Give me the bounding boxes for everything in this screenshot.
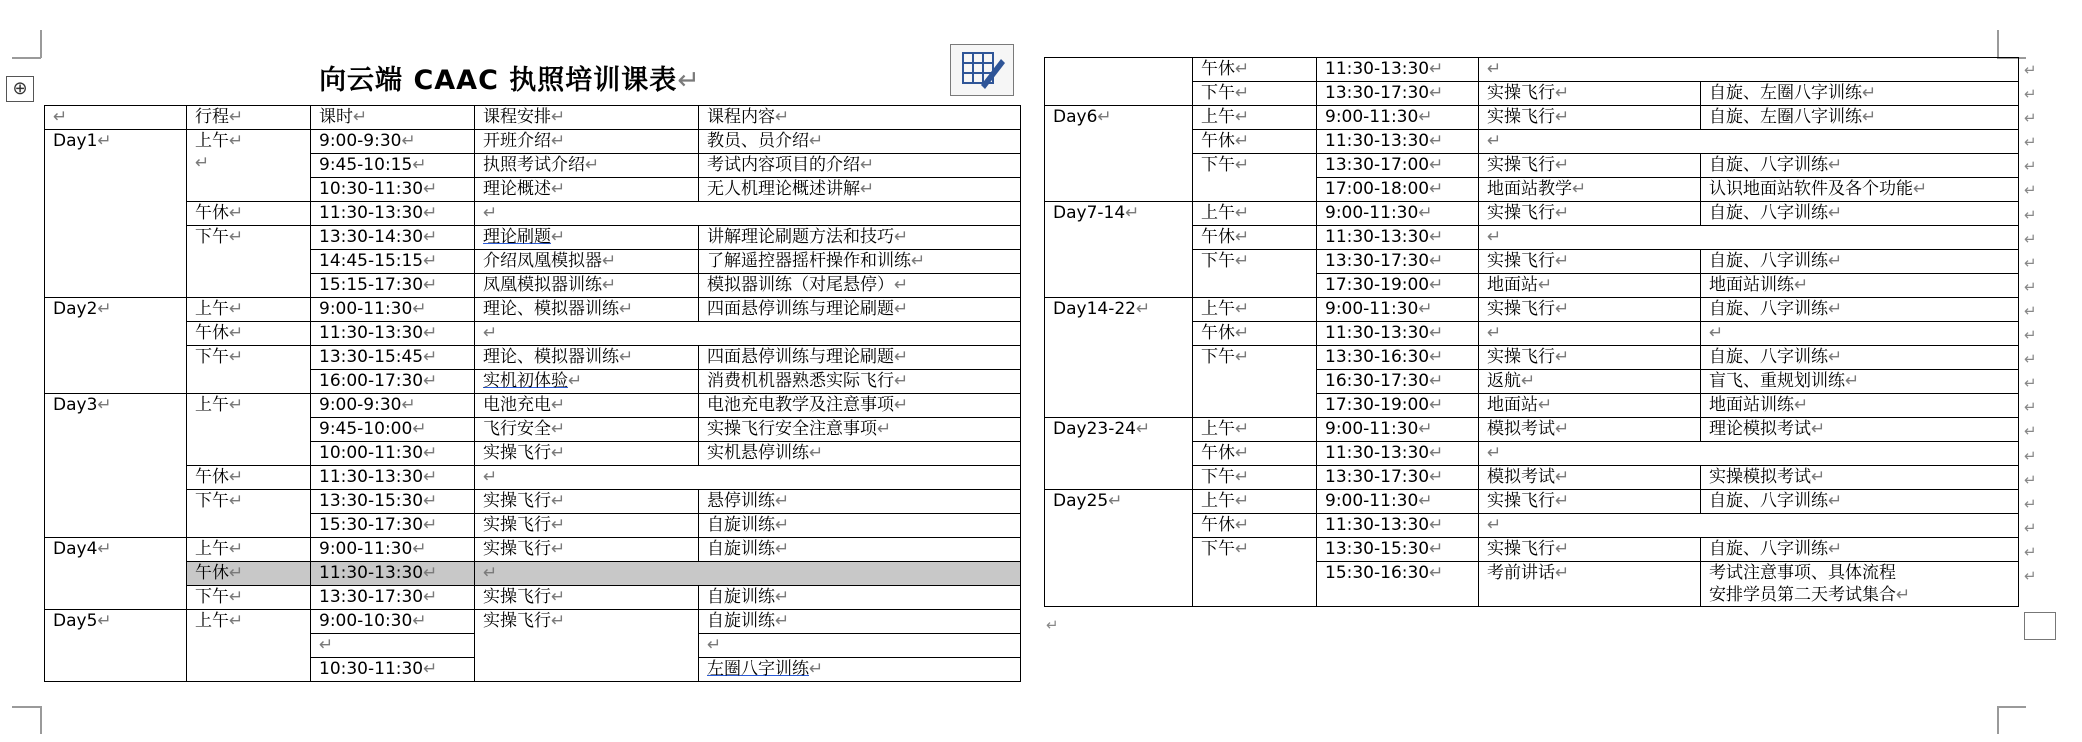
period-cell: 午休↵ [187,202,311,226]
day-cell: Day4↵ [45,538,187,610]
period-cell: 午休↵ [1193,226,1317,250]
table-move-handle-icon[interactable]: ⊕ [6,76,34,102]
course-cell: 理论、模拟器训练↵ [475,298,699,322]
time-cell: 11:30-13:30↵ [311,466,475,490]
content-cell: 自旋、八字训练↵ [1701,490,2019,514]
day-cell: Day14-22↵ [1045,298,1193,418]
period-cell: 上午↵ [1193,418,1317,442]
table-row [1045,298,2019,322]
content-cell: 盲飞、重规划训练↵ [1701,370,2019,394]
time-cell: 9:45-10:15↵ [311,154,475,178]
content-cell: 地面站训练↵ [1701,394,2019,418]
period-cell: 午休↵ [187,322,311,346]
time-cell: 10:30-11:30↵ [311,658,475,682]
period-cell: 下午↵ [187,490,311,538]
day-cell: Day1↵ [45,130,187,298]
period-cell: 下午↵ [1193,538,1317,607]
time-cell: 13:30-14:30↵ [311,226,475,250]
content-cell: 自旋训练↵ [699,586,1021,610]
time-cell: 11:30-13:30↵ [1317,58,1479,82]
period-cell: 下午↵ [1193,346,1317,418]
period-cell: 上午↵ [187,298,311,322]
table-row [1045,418,2019,442]
table-row [45,130,1021,154]
content-cell: 悬停训练↵ [699,490,1021,514]
time-cell: 17:00-18:00↵ [1317,178,1479,202]
time-cell: 9:00-11:30↵ [1317,202,1479,226]
content-cell: 自旋、八字训练↵ [1701,346,2019,370]
content-cell: 自旋、左圈八字训练↵ [1701,106,2019,130]
time-cell: 13:30-17:30↵ [1317,82,1479,106]
time-cell: 9:00-10:30↵ [311,610,475,634]
table-row [45,586,1021,610]
course-cell: ↵ [1479,130,2019,154]
period-cell: 上午↵ [187,610,311,682]
course-cell: 实操飞行↵ [1479,346,1701,370]
time-cell: 9:00-11:30↵ [1317,418,1479,442]
page-title [260,58,760,97]
content-cell: 无人机理论概述讲解↵ [699,178,1021,202]
table-row [45,394,1021,418]
content-cell: 自旋、八字训练↵ [1701,154,2019,178]
course-cell: 实操飞行↵ [1479,298,1701,322]
time-cell: 9:00-9:30↵ [311,130,475,154]
course-cell: 理论概述↵ [475,178,699,202]
time-cell: 14:45-15:15↵ [311,250,475,274]
course-cell: 模拟考试↵ [1479,466,1701,490]
time-cell: 9:00-11:30↵ [1317,298,1479,322]
course-cell: ↵ [1479,514,2019,538]
period-cell: 午休↵ [187,562,311,586]
header-cell: 课时↵ [311,106,475,130]
day-cell: Day3↵ [45,394,187,538]
time-cell: 13:30-15:30↵ [1317,538,1479,562]
header-cell: 课程内容↵ [699,106,1021,130]
course-cell: 理论刷题↵ [475,226,699,250]
schedule-table-left [44,105,1021,682]
content-cell: 消费机机器熟悉实际飞行↵ [699,370,1021,394]
course-cell: 地面站↵ [1479,274,1701,298]
table-row [45,202,1021,226]
content-cell: 考试内容项目的介绍↵ [699,154,1021,178]
time-cell: 11:30-13:30↵ [311,562,475,586]
table-row [45,226,1021,250]
time-cell: 11:30-13:30↵ [1317,322,1479,346]
paragraph-mark-after-table: ↵ [1046,616,1059,634]
course-cell: ↵ [1479,322,1701,346]
table-row [45,322,1021,346]
course-cell: ↵ [1479,226,2019,250]
end-row-marks: ↵ ↵ ↵ ↵ ↵ ↵ ↵ ↵ ↵ ↵ ↵ ↵ ↵ ↵ ↵ ↵ ↵ ↵ ↵ ↵ ↵ ↵ [2024,61,2037,585]
time-cell: 13:30-15:30↵ [311,490,475,514]
period-cell: 下午↵ [187,226,311,298]
day-cell: Day6↵ [1045,106,1193,202]
period-cell: 下午↵ [1193,250,1317,298]
course-cell: 实操飞行↵ [1479,538,1701,562]
time-cell: 11:30-13:30↵ [1317,130,1479,154]
day-cell: Day7-14↵ [1045,202,1193,298]
course-cell: 实操飞行↵ [475,586,699,610]
period-cell: 午休↵ [1193,130,1317,154]
table-row [1045,490,2019,514]
course-cell: 飞行安全↵ [475,418,699,442]
time-cell: 11:30-13:30↵ [1317,442,1479,466]
course-cell: 电池充电↵ [475,394,699,418]
time-cell: 13:30-15:45↵ [311,346,475,370]
time-cell: 11:30-13:30↵ [1317,226,1479,250]
course-cell: ↵ [1479,58,2019,82]
crop-mark [12,57,41,59]
quick-layout-icon[interactable] [950,44,1014,96]
course-cell: 开班介绍↵ [475,130,699,154]
time-cell: 13:30-17:00↵ [1317,154,1479,178]
content-cell: 认识地面站软件及各个功能↵ [1701,178,2019,202]
course-cell: ↵ [475,562,1021,586]
time-cell: 10:00-11:30↵ [311,442,475,466]
time-cell: 11:30-13:30↵ [311,322,475,346]
table-row [1045,106,2019,130]
content-cell: 四面悬停训练与理论刷题↵ [699,346,1021,370]
day-cell [1045,58,1193,106]
course-cell: 实操飞行↵ [1479,82,1701,106]
content-cell: 自旋训练↵ [699,514,1021,538]
content-cell: 实操飞行安全注意事项↵ [699,418,1021,442]
content-cell: 考试注意事项、具体流程 安排学员第二天考试集合↵ [1701,562,2019,607]
content-cell: 讲解理论刷题方法和技巧↵ [699,226,1021,250]
course-cell: 实操飞行↵ [1479,154,1701,178]
time-cell: 13:30-17:30↵ [311,586,475,610]
content-cell: 左圈八字训练↵ [699,658,1021,682]
course-cell: 实操飞行↵ [475,442,699,466]
period-cell: 午休↵ [1193,514,1317,538]
time-cell: 11:30-13:30↵ [311,202,475,226]
content-cell: 自旋、八字训练↵ [1701,250,2019,274]
table-row [45,610,1021,634]
course-cell: 实机初体验↵ [475,370,699,394]
table-row [45,346,1021,370]
table-row [45,490,1021,514]
day-cell: Day2↵ [45,298,187,394]
time-cell: 9:45-10:00↵ [311,418,475,442]
table-row-selected[interactable] [45,562,1021,586]
crop-mark [40,706,42,734]
header-cell: 行程↵ [187,106,311,130]
course-cell: 实操飞行↵ [1479,250,1701,274]
time-cell: 9:00-11:30↵ [311,538,475,562]
table-row [1045,58,2019,82]
time-cell: 15:30-17:30↵ [311,514,475,538]
period-cell: 下午↵ [1193,466,1317,490]
content-cell: 地面站训练↵ [1701,274,2019,298]
content-cell: 了解遥控器摇杆操作和训练↵ [699,250,1021,274]
course-cell: 实操飞行↵ [1479,490,1701,514]
crop-mark [1997,706,1999,734]
period-cell: 上午↵ [1193,490,1317,514]
crop-mark [1997,706,2026,708]
time-cell: 9:00-11:30↵ [311,298,475,322]
day-cell: Day23-24↵ [1045,418,1193,490]
content-cell: ↵ [1701,322,2019,346]
table-row [45,466,1021,490]
time-cell: ↵ [311,634,475,658]
period-cell: 下午↵ [1193,82,1317,106]
period-cell: 下午↵ [1193,154,1317,202]
course-cell: 理论、模拟器训练↵ [475,346,699,370]
day-cell: Day5↵ [45,610,187,682]
course-cell: ↵ [1479,442,2019,466]
schedule-table-right [1044,57,2019,607]
time-cell: 9:00-11:30↵ [1317,106,1479,130]
content-cell: 自旋、左圈八字训练↵ [1701,82,2019,106]
content-cell: 自旋训练↵ [699,538,1021,562]
period-cell: 上午↵ [187,538,311,562]
time-cell: 11:30-13:30↵ [1317,514,1479,538]
crop-mark [40,30,42,58]
table-row [45,538,1021,562]
course-cell: 实操飞行↵ [475,514,699,538]
course-cell: 实操飞行↵ [475,610,699,682]
time-cell: 16:30-17:30↵ [1317,370,1479,394]
time-cell: 17:30-19:00↵ [1317,274,1479,298]
resize-handle[interactable] [2024,612,2056,640]
course-cell: 凤凰模拟器训练↵ [475,274,699,298]
course-cell: 考前讲话↵ [1479,562,1701,607]
content-cell: 自旋、八字训练↵ [1701,202,2019,226]
course-cell: ↵ [475,466,1021,490]
course-cell: 实操飞行↵ [1479,106,1701,130]
time-cell: 13:30-17:30↵ [1317,466,1479,490]
time-cell: 15:15-17:30↵ [311,274,475,298]
header-cell: 课程安排↵ [475,106,699,130]
course-cell: 执照考试介绍↵ [475,154,699,178]
course-cell: 模拟考试↵ [1479,418,1701,442]
course-cell: 实操飞行↵ [1479,202,1701,226]
content-cell: 自旋、八字训练↵ [1701,538,2019,562]
content-cell: 模拟器训练（对尾悬停）↵ [699,274,1021,298]
time-cell: 15:30-16:30↵ [1317,562,1479,607]
crop-mark [12,706,41,708]
period-cell: 上午↵ [1193,106,1317,130]
time-cell: 9:00-11:30↵ [1317,490,1479,514]
time-cell: 13:30-17:30↵ [1317,250,1479,274]
course-cell: 返航↵ [1479,370,1701,394]
content-cell: 四面悬停训练与理论刷题↵ [699,298,1021,322]
content-cell: 教员、员介绍↵ [699,130,1021,154]
period-cell: 下午↵ [187,586,311,610]
content-cell: ↵ [699,634,1021,658]
period-cell: 上午↵ [1193,202,1317,226]
table-row [1045,202,2019,226]
header-cell: ↵ [45,106,187,130]
content-cell: 电池充电教学及注意事项↵ [699,394,1021,418]
time-cell: 10:30-11:30↵ [311,178,475,202]
time-cell: 17:30-19:00↵ [1317,394,1479,418]
period-cell: 上午↵ [187,394,311,466]
time-cell: 9:00-9:30↵ [311,394,475,418]
period-cell: 午休↵ [1193,322,1317,346]
period-cell: 上午↵ ↵ [187,130,311,202]
day-cell: Day25↵ [1045,490,1193,607]
course-cell: 地面站↵ [1479,394,1701,418]
content-cell: 实机悬停训练↵ [699,442,1021,466]
time-cell: 13:30-16:30↵ [1317,346,1479,370]
content-cell: 自旋训练↵ [699,610,1021,634]
course-cell: 地面站教学↵ [1479,178,1701,202]
period-cell: 上午↵ [1193,298,1317,322]
course-cell: ↵ [475,202,1021,226]
table-header-row [45,106,1021,130]
period-cell: 午休↵ [1193,58,1317,82]
crop-mark [1997,30,1999,58]
course-cell: 介绍凤凰模拟器↵ [475,250,699,274]
course-cell: 实操飞行↵ [475,538,699,562]
period-cell: 午休↵ [1193,442,1317,466]
course-cell: 实操飞行↵ [475,490,699,514]
time-cell: 16:00-17:30↵ [311,370,475,394]
table-row [45,298,1021,322]
course-cell: ↵ [475,322,1021,346]
page-title-text: 向云端 CAAC 执照培训课表 [319,65,678,96]
content-cell: 实操模拟考试↵ [1701,466,2019,490]
paragraph-mark: ↵ [677,65,701,96]
period-cell: 午休↵ [187,466,311,490]
content-cell: 自旋、八字训练↵ [1701,298,2019,322]
content-cell: 理论模拟考试↵ [1701,418,2019,442]
period-cell: 下午↵ [187,346,311,394]
